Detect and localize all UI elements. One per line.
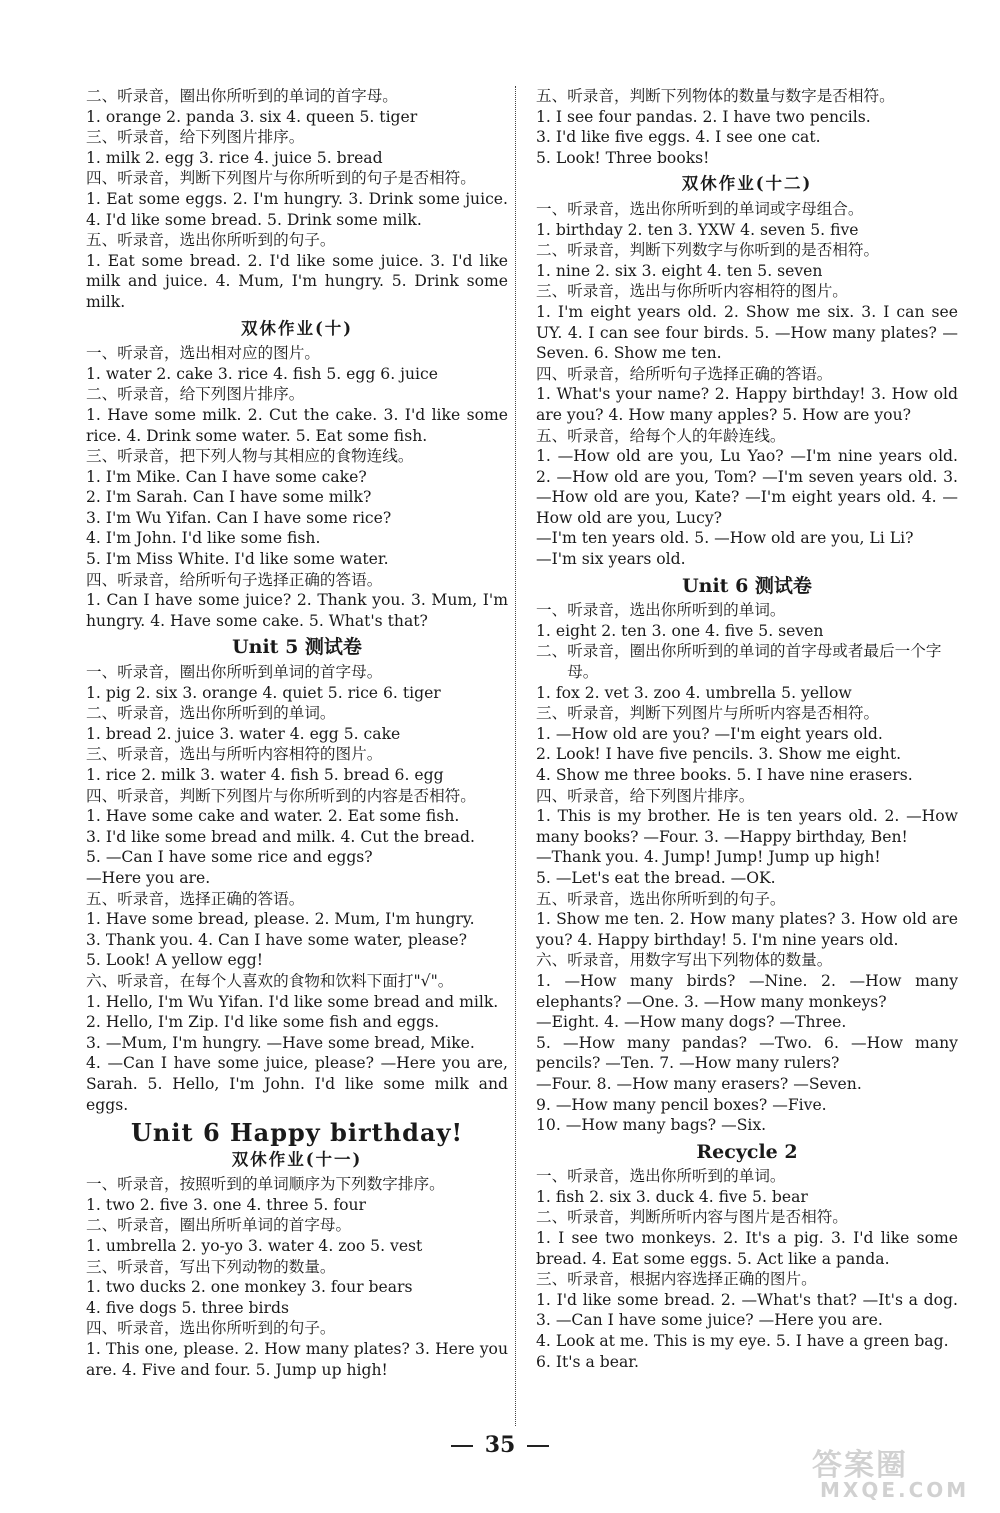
- watermark-text: 答案圈: [812, 1448, 908, 1483]
- answer-line: 2. I'm Sarah. Can I have some milk?: [86, 488, 372, 507]
- answer-line: 4. five dogs 5. three birds: [86, 1298, 289, 1317]
- question-heading: 四、听录音，给下列图片排序。: [536, 786, 755, 805]
- answer-line: 1. Can I have some juice? 2. Thank you. 3. Mum, I'm hungry. 4. Have some cake. 5. What's that?: [86, 591, 508, 630]
- question-heading: 三、听录音，写出下列动物的数量。: [86, 1257, 336, 1276]
- question-heading: 四、听录音，给所听句子选择正确的答语。: [536, 364, 833, 383]
- test-title: Recycle 2: [696, 1140, 798, 1163]
- answer-line: 3. —Mum, I'm hungry. —Have some bread, Mike.: [86, 1033, 475, 1052]
- answer-line: 1. I'm Mike. Can I have some cake?: [86, 467, 367, 486]
- answer-line: 10. —How many bags? —Six.: [536, 1116, 767, 1135]
- footer-dash-left: [451, 1445, 473, 1447]
- answer-line: 1. two 2. five 3. one 4. three 5. four: [86, 1195, 366, 1214]
- answer-line: —Here you are.: [86, 868, 211, 887]
- question-heading: 四、听录音，判断下列图片与你所听到的内容是否相符。: [86, 786, 476, 805]
- question-heading: 四、听录音，给所听句子选择正确的答语。: [86, 570, 383, 589]
- question-heading: 三、听录音，把下列人物与其相应的食物连线。: [86, 447, 414, 466]
- answer-line: 1. fish 2. six 3. duck 4. five 5. bear: [536, 1187, 808, 1206]
- question-heading: 三、听录音，根据内容选择正确的图片。: [536, 1270, 817, 1289]
- question-heading: 三、听录音，给下列图片排序。: [86, 128, 305, 147]
- page-number: 35: [484, 1432, 516, 1458]
- answer-line: 1. Have some cake and water. 2. Eat some fish.: [86, 807, 460, 826]
- answer-line: 1. This one, please. 2. How many plates? 3. Here you are. 4. Five and four. 5. Jump up high!: [86, 1340, 508, 1379]
- question-heading: 二、听录音，判断下列数字与你听到的是否相符。: [536, 241, 880, 260]
- answer-line: 1. Show me ten. 2. How many plates? 3. How old are you? 4. Happy birthday! 5. I'm nine years old.: [536, 910, 958, 949]
- question-heading: 二、听录音，判断所听内容与图片是否相符。: [536, 1208, 848, 1227]
- question-heading: 二、听录音，圈出你所听到的单词的首字母或者最后一个字母。: [536, 642, 942, 682]
- question-heading: 五、听录音，选出你所听到的句子。: [536, 889, 786, 908]
- answer-line: 1. This is my brother. He is ten years old. 2. —How many books? —Four. 3. —Happy birthday, Ben!: [536, 807, 958, 846]
- answer-line: 1. —How many birds? —Nine. 2. —How many elephants? —One. 3. —How many monkeys?: [536, 971, 958, 1011]
- footer-dash-right: [527, 1445, 549, 1447]
- question-heading: 五、听录音，选出你所听到的句子。: [86, 231, 336, 250]
- answer-line: 5. Look! Three books!: [536, 148, 710, 167]
- test-title: Unit 6 测试卷: [682, 574, 812, 597]
- answer-line: 1. I see two monkeys. 2. It's a pig. 3. I'd like some bread. 4. Eat some eggs. 5. Act like a panda.: [536, 1229, 958, 1268]
- unit-title: Unit 6 Happy birthday!: [131, 1118, 463, 1148]
- question-heading: 四、听录音，选出你所听到的句子。: [86, 1319, 336, 1338]
- answer-line: 4. I'm John. I'd like some fish.: [86, 529, 321, 548]
- answer-line: 4. —Can I have some juice, please? —Here you are, Sarah. 5. Hello, I'm John. I'd like some milk and eggs.: [86, 1054, 508, 1114]
- answer-line: 1. pig 2. six 3. orange 4. quiet 5. rice 6. tiger: [86, 683, 441, 702]
- question-heading: 一、听录音，选出你所听到的单词。: [536, 601, 786, 620]
- answer-line: 1. rice 2. milk 3. water 4. fish 5. bread 6. egg: [86, 766, 444, 784]
- answer-line: 2. Hello, I'm Zip. I'd like some fish and eggs.: [86, 1013, 440, 1032]
- question-heading: 二、听录音，选出你所听到的单词。: [86, 704, 336, 723]
- question-heading: 三、听录音，判断下列图片与所听内容是否相符。: [536, 704, 880, 723]
- question-heading: 四、听录音，判断下列图片与你所听到的句子是否相符。: [86, 169, 476, 188]
- question-heading: 三、听录音，选出与所听内容相符的图片。: [86, 745, 383, 764]
- answer-line: 1. birthday 2. ten 3. YXW 4. seven 5. five: [536, 220, 859, 239]
- answer-line: 1. umbrella 2. yo-yo 3. water 4. zoo 5. vest: [86, 1237, 423, 1256]
- column-divider: [515, 86, 516, 1426]
- section-title: 双休作业(十): [240, 318, 354, 338]
- answer-line: 4. Show me three books. 5. I have nine erasers.: [536, 766, 913, 784]
- answer-line: 3. I'd like some bread and milk. 4. Cut the bread.: [86, 827, 475, 846]
- section-title: 双休作业(十二): [681, 174, 813, 194]
- question-heading: 一、听录音，按照听到的单词顺序为下列数字排序。: [86, 1175, 445, 1194]
- answer-line: 5. Look! A yellow egg!: [86, 951, 264, 970]
- question-heading: 二、听录音，给下列图片排序。: [86, 385, 305, 404]
- watermark-url: MXQE.COM: [820, 1478, 970, 1502]
- answer-line: 4. Look at me. This is my eye. 5. I have a green bag.: [536, 1332, 949, 1351]
- answer-line: 1. milk 2. egg 3. rice 4. juice 5. bread: [86, 148, 383, 167]
- answer-line: 6. It's a bear.: [536, 1352, 639, 1371]
- question-heading: 三、听录音，选出与你所听内容相符的图片。: [536, 282, 848, 301]
- answer-line: 5. I'm Miss White. I'd like some water.: [86, 550, 389, 569]
- answer-line: —I'm ten years old. 5. —How old are you, Li Li?: [536, 529, 914, 548]
- question-heading: 二、听录音，圈出你所听到的单词的首字母。: [86, 87, 398, 105]
- question-heading: 六、听录音，用数字写出下列物体的数量。: [536, 951, 833, 970]
- question-heading: 一、听录音，选出相对应的图片。: [86, 344, 320, 363]
- answer-line: —Thank you. 4. Jump! Jump! Jump up high!: [536, 848, 881, 867]
- answer-line: 1. nine 2. six 3. eight 4. ten 5. seven: [536, 261, 823, 280]
- answer-line: 1. water 2. cake 3. rice 4. fish 5. egg 6. juice: [86, 364, 438, 383]
- question-heading: 二、听录音，圈出所听单词的首字母。: [86, 1216, 352, 1235]
- answer-line: 1. orange 2. panda 3. six 4. queen 5. tiger: [86, 107, 418, 126]
- question-heading: 一、听录音，选出你所听到的单词或字母组合。: [536, 199, 864, 218]
- answer-line: 1. I'd like some bread. 2. —What's that? —It's a dog. 3. —Can I have some juice? —Here you are.: [536, 1290, 958, 1330]
- answer-line: —I'm six years old.: [536, 550, 686, 569]
- answer-line: 1. bread 2. juice 3. water 4. egg 5. cake: [86, 724, 401, 743]
- answer-line: 1. eight 2. ten 3. one 4. five 5. seven: [536, 621, 824, 640]
- answer-line: —Eight. 4. —How many dogs? —Three.: [536, 1013, 847, 1032]
- answer-line: —Four. 8. —How many erasers? —Seven.: [536, 1074, 862, 1093]
- question-heading: 五、听录音，判断下列物体的数量与数字是否相符。: [536, 87, 895, 105]
- answer-line: 2. Look! I have five pencils. 3. Show me eight.: [536, 745, 902, 764]
- answer-line: 1. Have some bread, please. 2. Mum, I'm hungry.: [86, 910, 475, 929]
- test-title: Unit 5 测试卷: [232, 636, 362, 659]
- answer-line: 3. I'd like five eggs. 4. I see one cat.: [536, 128, 821, 147]
- question-heading: 六、听录音，在每个人喜欢的食物和饮料下面打"√"。: [86, 971, 454, 990]
- question-heading: 一、听录音，选出你所听到的单词。: [536, 1167, 786, 1186]
- question-heading: 一、听录音，圈出你所听到单词的首字母。: [86, 663, 383, 682]
- answer-line: 3. Thank you. 4. Can I have some water, please?: [86, 930, 467, 949]
- answer-line: 1. two ducks 2. one monkey 3. four bears: [86, 1278, 413, 1297]
- answer-line: 1. Have some milk. 2. Cut the cake. 3. I'd like some rice. 4. Drink some water. 5. Eat some fish.: [86, 405, 508, 445]
- answer-line: 1. I see four pandas. 2. I have two pencils.: [536, 107, 871, 126]
- left-column: [86, 86, 508, 1380]
- answer-line: 5. —Can I have some rice and eggs?: [86, 848, 373, 867]
- answer-line: 1. fox 2. vet 3. zoo 4. umbrella 5. yellow: [536, 683, 852, 702]
- question-heading: 五、听录音，给每个人的年龄连线。: [536, 426, 786, 445]
- watermark-logo: [812, 1440, 980, 1504]
- answer-line: 1. —How old are you? —I'm eight years old.: [536, 724, 883, 743]
- question-heading: 五、听录音，选择正确的答语。: [86, 889, 305, 908]
- answer-line: 5. —How many pandas? —Two. 6. —How many pencils? —Ten. 7. —How many rulers?: [536, 1033, 958, 1073]
- answer-line: 1. What's your name? 2. Happy birthday! 3. How old are you? 4. How many apples? 5. How are you?: [536, 385, 958, 424]
- right-column: [536, 86, 958, 1372]
- answer-line: 1. —How old are you, Lu Yao? —I'm nine years old. 2. —How old are you, Tom? —I'm seven years old. 3. —How old are you, Kate? —I'm eight years old. 4. —How old are you, Lucy?: [536, 447, 958, 527]
- answer-line: 1. Eat some bread. 2. I'd like some juice. 3. I'd like milk and juice. 4. Mum, I'm hungry. 5. Drink some milk.: [86, 251, 508, 311]
- answer-line: 1. Hello, I'm Wu Yifan. I'd like some bread and milk.: [86, 992, 499, 1011]
- answer-line: 5. —Let's eat the bread. —OK.: [536, 868, 776, 887]
- section-title: 双休作业(十一): [231, 1149, 363, 1169]
- answer-line: 1. Eat some eggs. 2. I'm hungry. 3. Drink some juice. 4. I'd like some bread. 5. Drink some milk.: [86, 189, 508, 229]
- answer-line: 9. —How many pencil boxes? —Five.: [536, 1095, 827, 1114]
- answer-line: 1. I'm eight years old. 2. Show me six. 3. I can see UY. 4. I can see four birds. 5. —How many plates? —Seven. 6. Show me ten.: [536, 302, 958, 363]
- answer-line: 3. I'm Wu Yifan. Can I have some rice?: [86, 508, 392, 527]
